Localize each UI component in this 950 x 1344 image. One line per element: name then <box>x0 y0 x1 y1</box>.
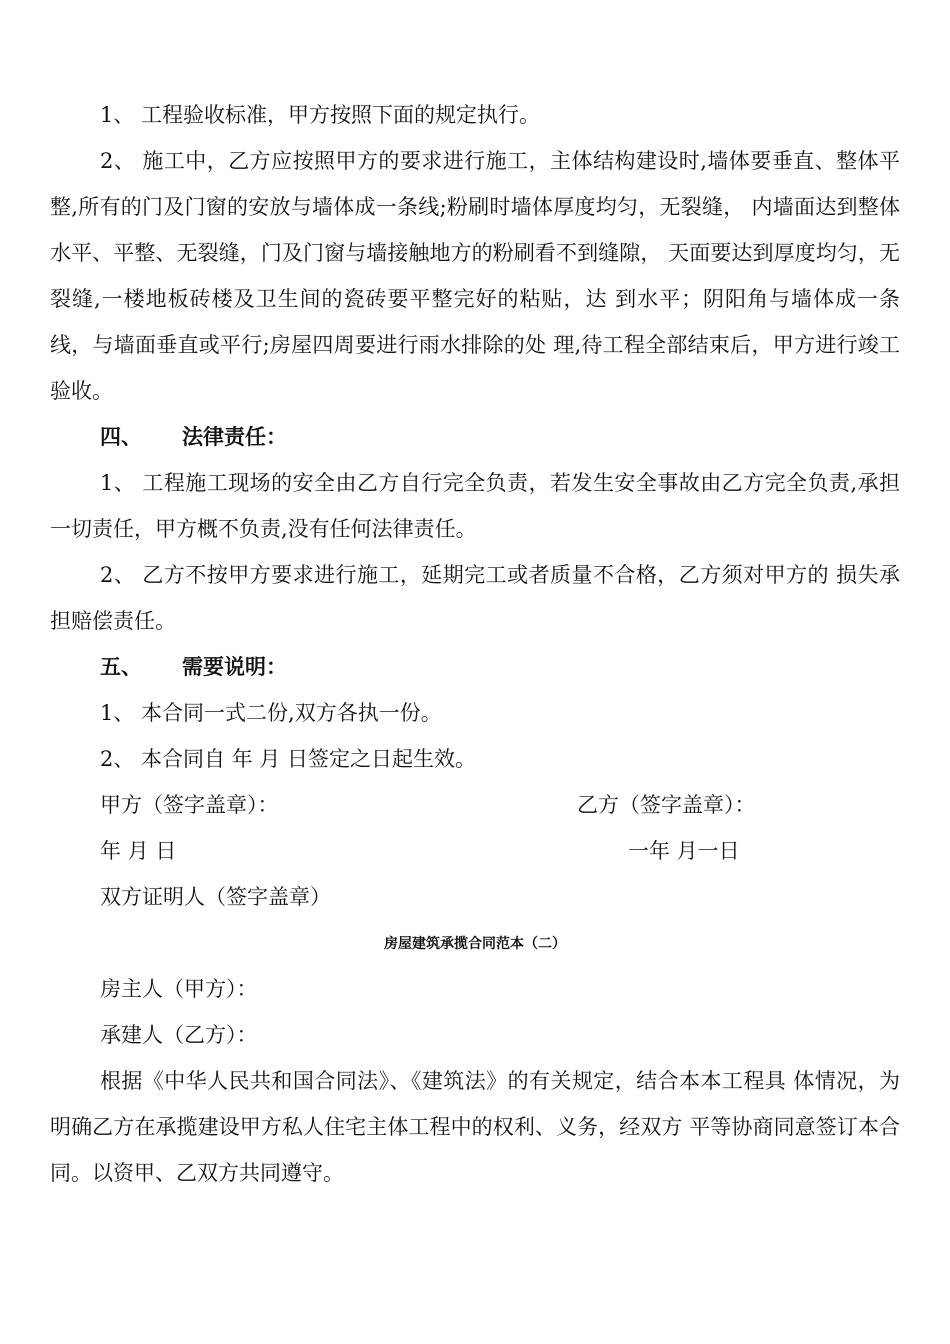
section-five-heading <box>50 644 900 690</box>
section-four-number: 四、 <box>100 424 142 449</box>
party-b-signature: 乙方（签字盖章）： <box>577 793 756 817</box>
owner-line <box>50 966 900 1012</box>
safety-liability-paragraph: 1、 工程施工现场的安全由乙方自行完全负责，若发生安全事故由乙方完全负责,承担一切责任，甲方概不负责,没有任何法律责任。 <box>50 471 900 541</box>
party-b-date: 一年 月一日 <box>628 839 740 863</box>
compensation-liability-paragraph: 2、 乙方不按甲方要求进行施工，延期完工或者质量不合格，乙方须对甲方的 损失承担赔偿责任。 <box>50 563 900 633</box>
contract-two-intro-paragraph: 根据《中华人民共和国合同法》、《建筑法》的有关规定，结合本本工程具 体情况，为明确乙方在承揽建设甲方私人住宅主体工程中的权利、义务，经双方 平等协商同意签订本合同。以资甲、乙双方共同遵守。 <box>50 1069 900 1185</box>
owner-label: 房主人（甲方）： <box>100 977 258 1001</box>
copies-paragraph: 1、 本合同一式二份,双方各执一份。 <box>100 701 442 725</box>
builder-label: 承建人（乙方）： <box>100 1023 258 1047</box>
contract-two-title: 房屋建筑承揽合同范本（二） <box>384 936 566 952</box>
builder-line <box>50 1012 900 1058</box>
effective-date-paragraph: 2、 本合同自 年 月 日签定之日起生效。 <box>100 747 477 771</box>
document-page <box>50 92 900 1196</box>
section-four-heading <box>50 414 900 460</box>
date-line <box>50 828 900 874</box>
party-a-date: 年 月 日 <box>100 839 177 863</box>
section-five-title: 需要说明： <box>182 654 287 679</box>
acceptance-standard-paragraph: 1、 工程验收标准，甲方按照下面的规定执行。 <box>100 103 541 127</box>
signature-line <box>50 782 900 828</box>
witness-signature: 双方证明人（签字盖章） <box>100 885 331 909</box>
section-four-title: 法律责任： <box>182 424 287 449</box>
construction-requirements-paragraph: 2、 施工中，乙方应按照甲方的要求进行施工，主体结构建设时,墙体要垂直、整体平整,所有的门及门窗的安放与墙体成一条线;粉刷时墙体厚度均匀，无裂缝， 内墙面达到整体水平、平整、无裂缝，门及门窗与墙接触地方的粉刷看不到缝隙， 天面要达到厚度均匀，无裂缝,一楼地板砖楼及卫生间的瓷砖要平整完好的粘贴，达 到水平；阴阳角与墙体成一条线，与墙面垂直或平行;房屋四周要进行雨水排除的处 理,待工程全部结束后，甲方进行竣工验收。 <box>50 149 900 403</box>
section-five-number: 五、 <box>100 654 142 679</box>
party-a-signature: 甲方（签字盖章）： <box>100 793 279 817</box>
witness-line <box>50 874 900 920</box>
